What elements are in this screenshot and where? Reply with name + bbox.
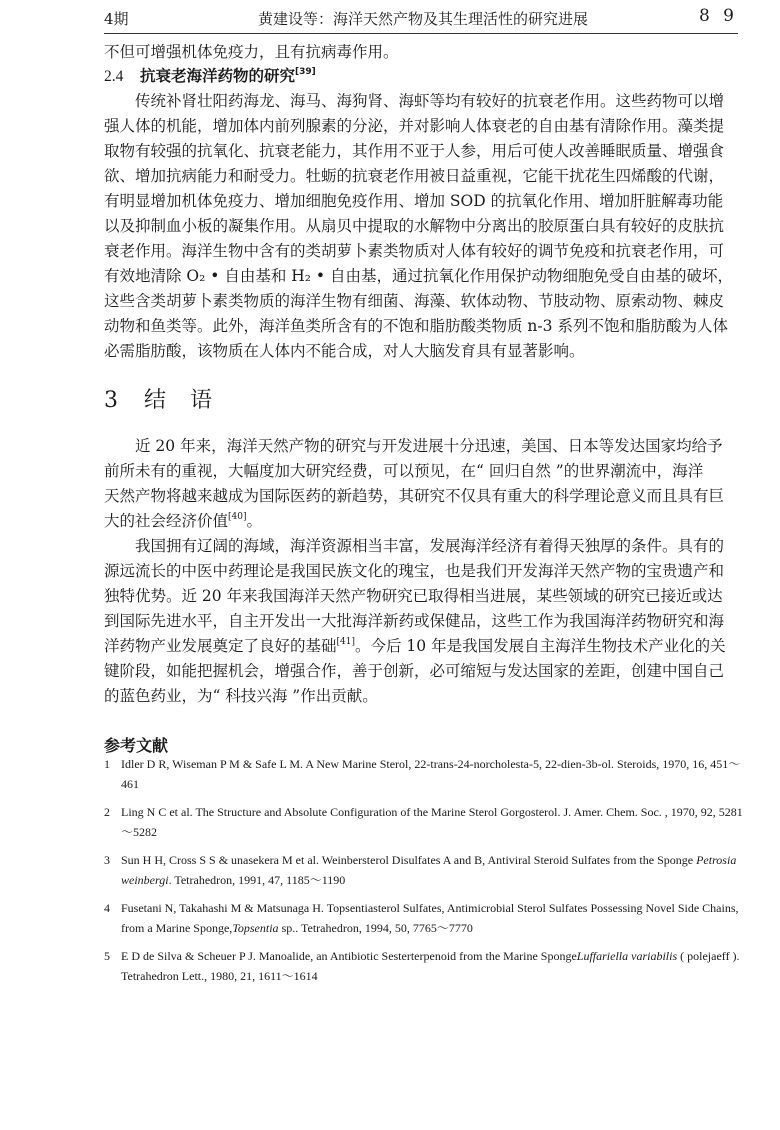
text-line: 天然产物将越来越成为国际医药的新趋势，其研究不仅具有重大的科学理论意义而且具有巨: [104, 487, 725, 505]
section-title-char: 语: [190, 388, 215, 413]
reference-number: 5: [104, 949, 110, 963]
subsection-body: [104, 89, 752, 364]
subsection-heading: [104, 64, 316, 86]
reference-number: 3: [104, 853, 110, 867]
subsection-title: 抗衰老海洋药物的研究: [140, 67, 296, 85]
text-line: 不但可增强机体免疫力，且有抗病毒作用。: [104, 43, 399, 61]
text-line: 衰老作用。海洋生物中含有的类胡萝卜素类物质对人体有较好的调节免疫和抗衰老作用，可: [104, 242, 725, 260]
reference-number: 2: [104, 805, 110, 819]
references-heading: 参考文献: [104, 736, 169, 755]
reference-text: Sun H H, Cross S S & unasekera M et al. Weinbersterol Disulfates A and B, Antiviral Steroid Sulfates from the Sponge: [121, 853, 697, 867]
reference-number: 4: [104, 901, 110, 915]
section-heading: [104, 383, 214, 414]
text-line: 以及抑制血小板的凝集作用。从扇贝中提取的水解物中分离出的胶原蛋白具有较好的皮肤抗: [104, 217, 725, 235]
citation-marker: [41]: [336, 637, 355, 647]
reference-text: Idler D R, Wiseman P M & Safe L M. A New Marine Sterol, 22-trans-24-norcholesta-5, 22-dien-3b-ol. Steroids, 1970, 16, 451～: [121, 757, 741, 771]
section-paragraph-1: [104, 434, 752, 534]
section-paragraph-2: [104, 534, 752, 709]
reference-text: ( polejaeff ).: [677, 949, 740, 963]
reference-text: ～5282: [121, 825, 158, 839]
text-line: 有明显增加机体免疫力、增加细胞免疫作用、增加 SOD 的抗氧化作用、增加肝脏解毒功能: [104, 192, 724, 210]
text-line: 近 20 年来，海洋天然产物的研究与开发进展十分迅速，美国、日本等发达国家均给予: [135, 437, 723, 455]
text-fragment: 。: [246, 512, 263, 530]
reference-item: [104, 850, 752, 890]
header-rule: [104, 33, 738, 34]
text-line: 动物和鱼类等。此外，海洋鱼类所含有的不饱和脂肪酸类物质 n-3 系列不饱和脂肪酸为人体: [104, 317, 728, 335]
text-line: 有效地清除 O₂ • 自由基和 H₂ • 自由基，通过抗氧化作用保护动物细胞免受自由基的破坏，: [104, 267, 734, 285]
text-line: 传统补肾壮阳药海龙、海马、海狗肾、海虾等均有较好的抗衰老作用。这些药物可以增: [135, 92, 725, 110]
reference-text: from a Marine Sponge,: [121, 921, 233, 935]
text-line: 到国际先进水平，自主开发出一大批海洋新药或保健品，这些工作为我国海洋药物研究和海: [104, 612, 725, 630]
reference-item: [104, 946, 752, 986]
reference-item: [104, 802, 752, 842]
reference-text: . Tetrahedron, 1991, 47, 1185～1190: [168, 873, 346, 887]
subsection-number: 2.4: [104, 68, 124, 85]
text-line: 这些含类胡萝卜素类物质的海洋生物有细菌、海藻、软体动物、节肢动物、原索动物、棘皮: [104, 292, 725, 310]
text-line: [104, 634, 752, 659]
references-list: [104, 754, 752, 994]
reference-italic: Luffariella variabilis: [576, 949, 678, 963]
continuation-text: [104, 40, 752, 65]
reference-text: E D de Silva & Scheuer P J. Manoalide, an Antibiotic Sesterterpenoid from the Marine Sponge: [121, 949, 577, 963]
reference-text: Tetrahedron Lett., 1980, 21, 1611～1614: [121, 969, 318, 983]
running-title: 黄建设等：海洋天然产物及其生理活性的研究进展: [258, 10, 589, 28]
text-line: 键阶段，如能把握机会，增强合作，善于创新，必可缩短与发达国家的差距，创建中国自己: [104, 662, 725, 680]
text-line: 的蓝色药业，为“ 科技兴海 ”作出贡献。: [104, 687, 378, 705]
reference-italic: Petrosia: [696, 853, 737, 867]
citation-marker: [40]: [228, 512, 247, 522]
section-title-char: 结: [144, 388, 169, 413]
text-line: 我国拥有辽阔的海域，海洋资源相当丰富，发展海洋经济有着得天独厚的条件。具有的: [135, 537, 725, 555]
text-fragment: 。今后 10 年是我国发展自主海洋生物技术产业化的关: [355, 637, 726, 655]
section-number: 3: [104, 388, 120, 413]
reference-item: [104, 754, 752, 794]
text-line: 源远流长的中医中药理论是我国民族文化的瑰宝，也是我们开发海洋天然产物的宝贵遗产和: [104, 562, 725, 580]
reference-italic: weinbergi: [121, 873, 169, 887]
text-line: 取物有较强的抗氧化、抗衰老能力，其作用不亚于人参，用后可使人改善睡眠质量、增强食: [104, 142, 725, 160]
text-line: 前所未有的重视，大幅度加大研究经费，可以预见，在“ 回归自然 ”的世界潮流中，海洋: [104, 462, 704, 480]
citation-marker: [39]: [295, 67, 316, 77]
text-line: 独特优势。近 20 年来我国海洋天然产物研究已取得相当进展，某些领域的研究已接近或达: [104, 587, 723, 605]
reference-item: [104, 898, 752, 938]
page-header: [104, 6, 738, 30]
issue-label: 4期: [104, 10, 129, 28]
reference-text: 461: [121, 777, 139, 791]
text-line: 必需脂肪酸，该物质在人体内不能合成，对人大脑发育具有显著影响。: [104, 342, 585, 360]
text-line: 强人体的机能，增加体内前列腺素的分泌，并对影响人体衰老的自由基有清除作用。藻类提: [104, 117, 725, 135]
reference-text: Fusetani N, Takahashi M & Matsunaga H. Topsentiasterol Sulfates, Antimicrobial Sterol Sulfates Possessing Novel Side Chains,: [121, 901, 739, 915]
reference-italic: Topsentia: [232, 921, 279, 935]
text-line: [104, 509, 752, 534]
reference-number: 1: [104, 757, 110, 771]
text-fragment: 大的社会经济价值: [104, 512, 229, 530]
reference-text: sp.. Tetrahedron, 1994, 50, 7765～7770: [278, 921, 473, 935]
page-number: 8 9: [698, 6, 738, 26]
text-fragment: 洋药物产业发展奠定了良好的基础: [104, 637, 337, 655]
text-line: 欲、增加抗病能力和耐受力。牡蛎的抗衰老作用被日益重视，它能干扰花生四烯酸的代谢，: [104, 167, 725, 185]
reference-text: Ling N C et al. The Structure and Absolute Configuration of the Marine Sterol Gorgosterol. J. Amer. Chem. Soc. , 1970, 92, 5281: [121, 805, 743, 819]
